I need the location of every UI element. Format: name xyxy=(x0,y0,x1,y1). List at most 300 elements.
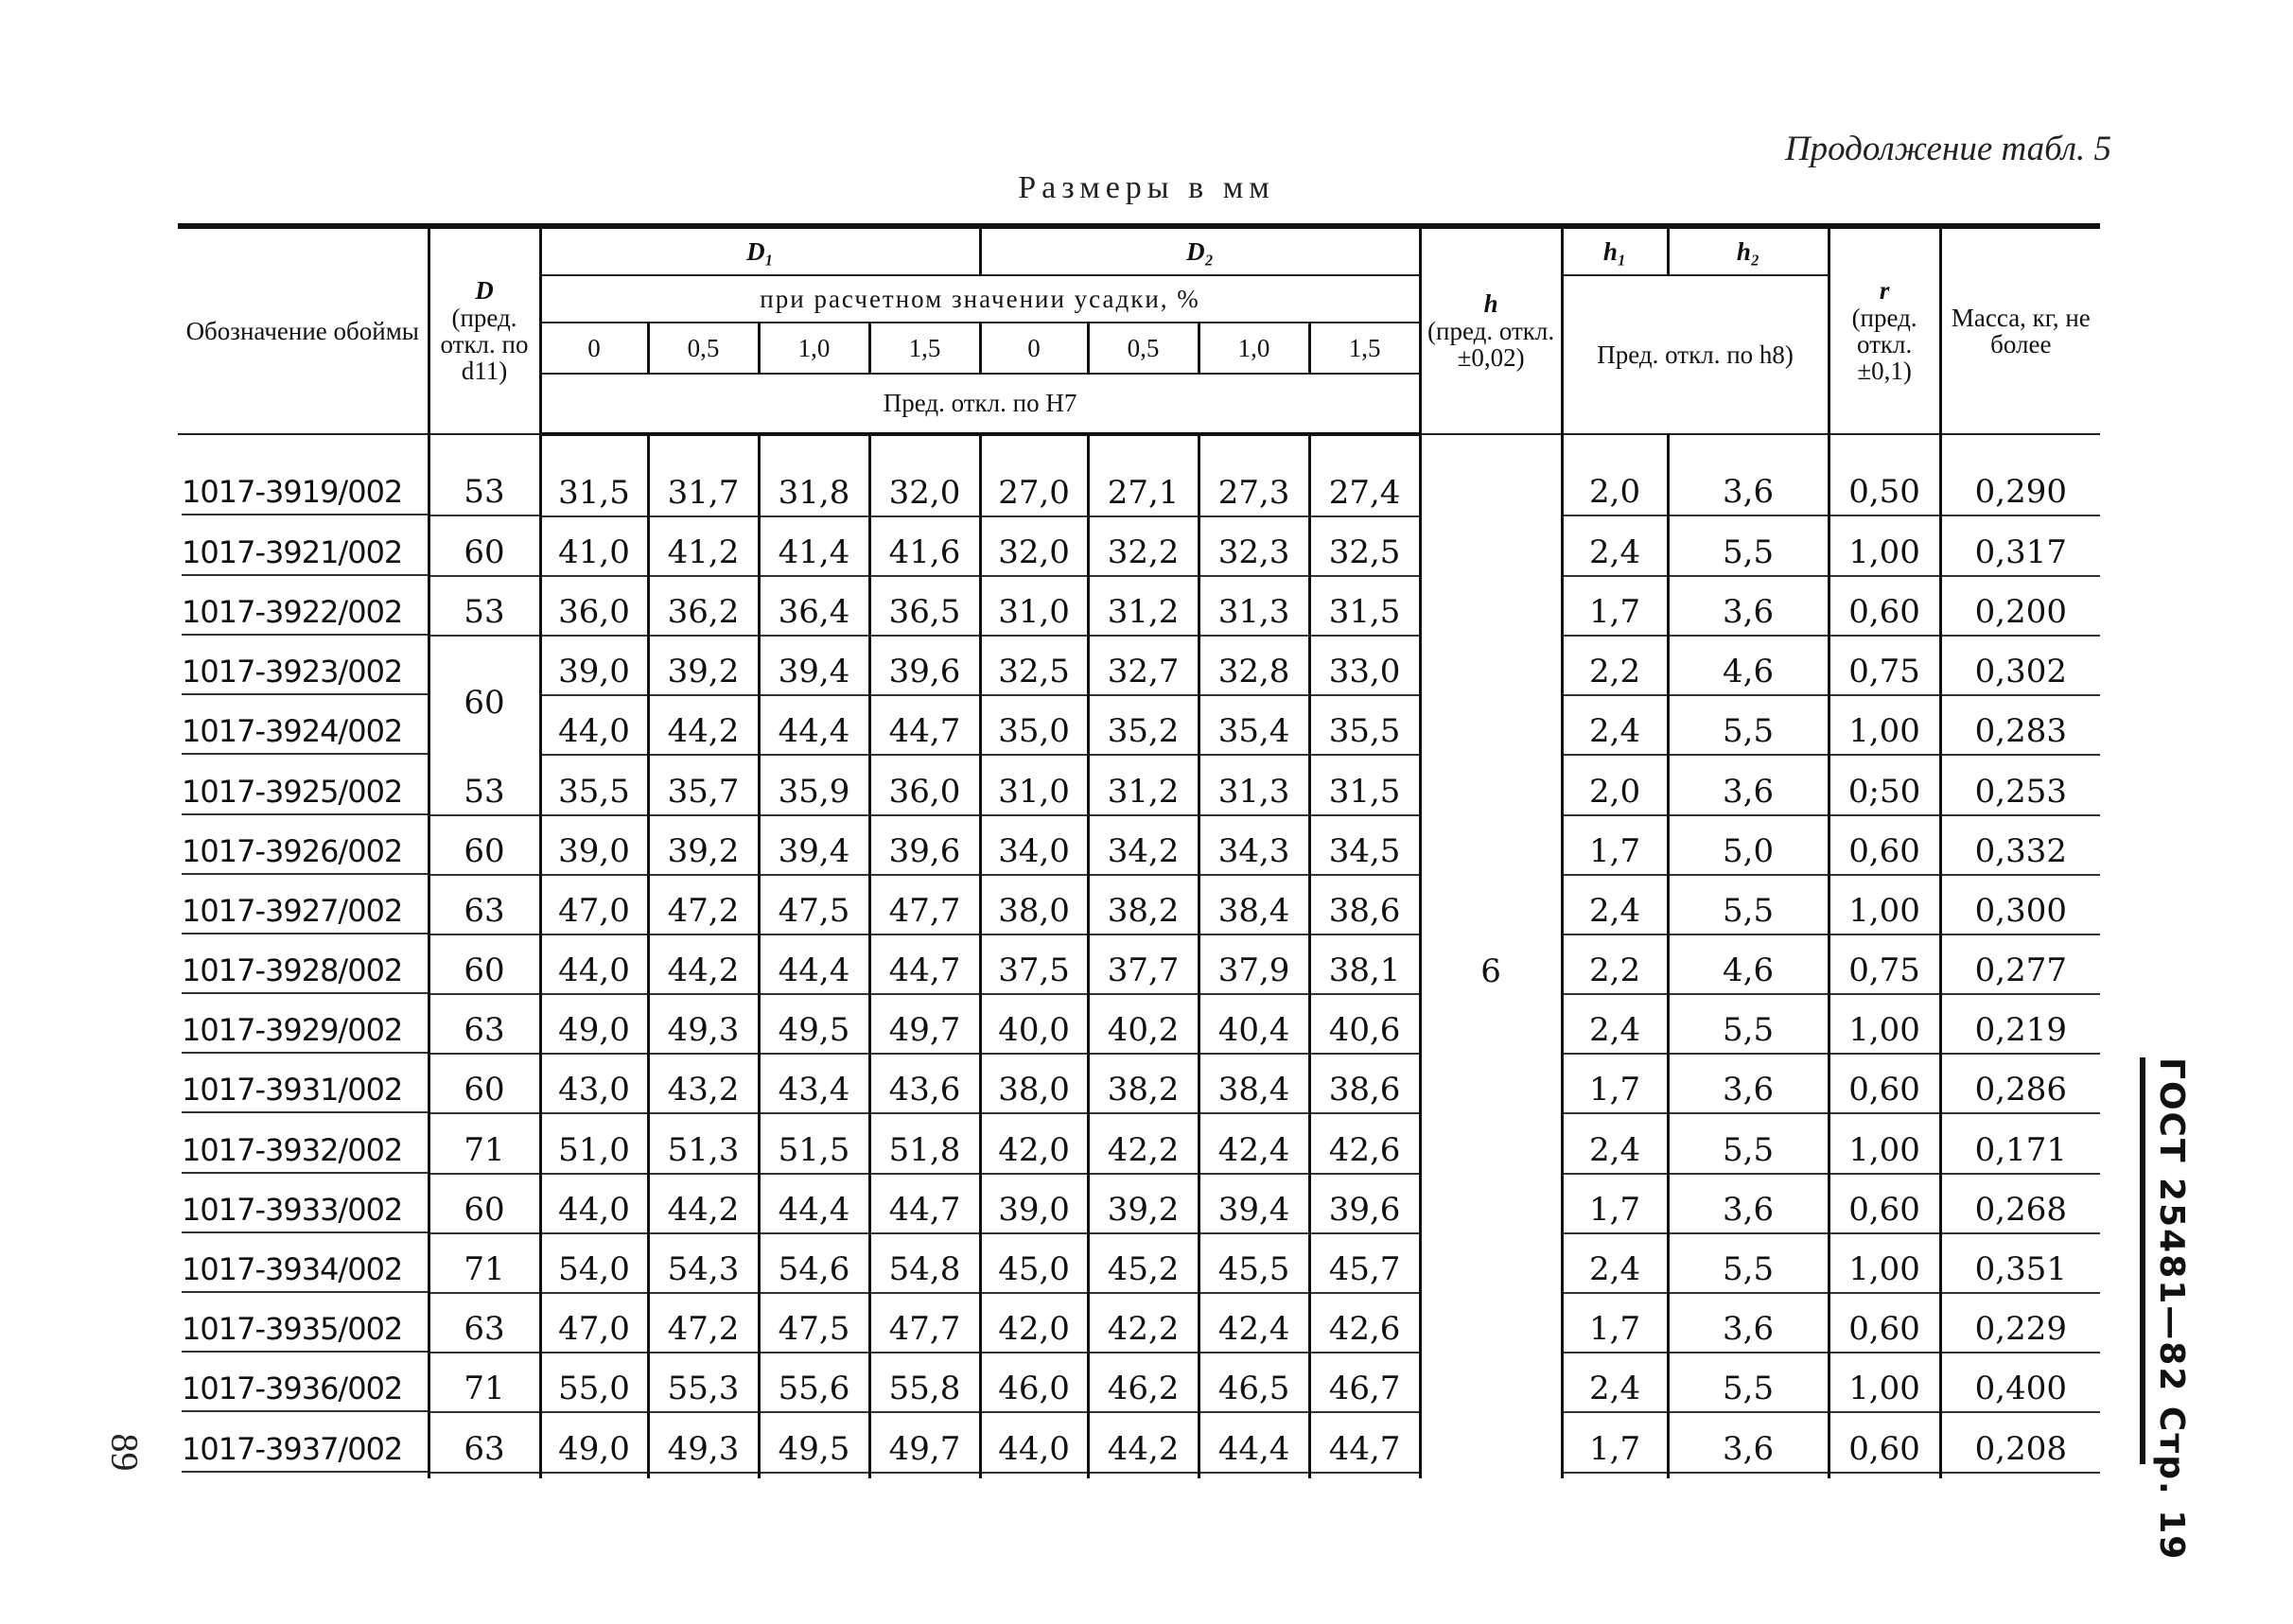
designation-cell-value: 1017-3926/002 xyxy=(182,828,428,875)
r-cell xyxy=(1829,941,1940,1001)
D2-cell-value: 33,0 xyxy=(1311,647,1419,696)
D1-cell-value: 54,8 xyxy=(871,1245,979,1294)
h1-cell-value: 2,4 xyxy=(1564,707,1667,756)
units-caption: Размеры в мм xyxy=(1018,170,1275,205)
D2-cell-value: 46,7 xyxy=(1311,1364,1419,1413)
mass-cell xyxy=(1940,522,2100,582)
D1-cell xyxy=(759,1179,869,1239)
header-designation: Обозначение обоймы xyxy=(178,226,429,434)
D1-cell-value: 41,6 xyxy=(871,528,979,577)
D1-cell xyxy=(869,881,980,940)
D2-cell-value: 38,4 xyxy=(1200,886,1308,935)
D1-cell xyxy=(869,1239,980,1299)
h2-cell-value: 3,6 xyxy=(1670,1185,1828,1234)
designation-cell-value: 1017-3925/002 xyxy=(182,768,428,815)
D1-cell-value: 47,7 xyxy=(871,1304,979,1353)
designation-cell-value: 1017-3921/002 xyxy=(182,529,428,576)
D2-cell xyxy=(1309,1060,1420,1120)
h2-cell-value: 5,5 xyxy=(1670,886,1828,935)
h2-cell-value: 3,6 xyxy=(1670,587,1828,637)
r-cell xyxy=(1829,434,1940,522)
r-cell xyxy=(1829,1179,1940,1239)
D2-cell-value: 38,2 xyxy=(1090,886,1198,935)
D2-cell-value: 27,1 xyxy=(1090,468,1198,517)
D1-cell-value: 39,6 xyxy=(871,827,979,876)
D2-cell xyxy=(1309,1001,1420,1060)
h1-cell-value: 2,2 xyxy=(1564,946,1667,995)
D-cell-value: 60 xyxy=(430,1185,539,1234)
D-cell xyxy=(429,1179,540,1239)
header-r-symbol: r xyxy=(1879,276,1890,306)
h2-cell xyxy=(1668,1179,1829,1239)
D2-cell-value: 38,0 xyxy=(982,1065,1087,1114)
D1-cell xyxy=(648,522,759,582)
D1-cell-value: 55,3 xyxy=(650,1364,758,1413)
D2-cell-value: 42,4 xyxy=(1200,1304,1308,1353)
D2-cell-value: 40,4 xyxy=(1200,1005,1308,1055)
D2-cell xyxy=(1088,881,1199,940)
D1-cell-value: 39,0 xyxy=(542,647,647,696)
r-cell-value: 1,00 xyxy=(1830,886,1939,935)
h1-cell xyxy=(1562,1359,1668,1419)
D1-cell-value: 44,2 xyxy=(650,1185,758,1234)
h1-cell xyxy=(1562,1120,1668,1179)
D1-cell xyxy=(759,941,869,1001)
D2-cell-value: 42,2 xyxy=(1090,1126,1198,1175)
D2-cell-value: 35,2 xyxy=(1090,707,1198,756)
D2-cell-value: 42,4 xyxy=(1200,1126,1308,1175)
D1-cell-value: 47,0 xyxy=(542,886,647,935)
D1-cell xyxy=(869,821,980,881)
header-shrink-value: 0,5 xyxy=(648,323,759,374)
h1-cell-value: 1,7 xyxy=(1564,1065,1667,1114)
D1-cell-value: 51,5 xyxy=(761,1126,868,1175)
D2-cell-value: 46,5 xyxy=(1200,1364,1308,1413)
D2-cell xyxy=(980,702,1088,761)
r-cell-value: 0,60 xyxy=(1830,1185,1939,1234)
D2-cell-value: 42,6 xyxy=(1311,1304,1419,1353)
r-cell-value: 1,00 xyxy=(1830,707,1939,756)
D2-cell xyxy=(1309,1419,1420,1478)
D2-cell xyxy=(1199,821,1309,881)
D2-cell xyxy=(1199,582,1309,641)
D1-cell-value: 47,2 xyxy=(650,886,758,935)
gost-side-label xyxy=(2140,1057,2191,1562)
D-cell-value: 53 xyxy=(430,767,539,816)
D2-cell-value: 44,0 xyxy=(982,1424,1087,1474)
D1-cell-value: 44,7 xyxy=(871,1185,979,1234)
dimensions-table xyxy=(178,223,2100,1478)
header-D xyxy=(429,226,540,434)
h2-cell xyxy=(1668,1359,1829,1419)
D2-cell xyxy=(1309,1120,1420,1179)
mass-cell xyxy=(1940,642,2100,702)
table-row xyxy=(178,1359,2100,1419)
designation-cell-value: 1017-3934/002 xyxy=(182,1246,428,1293)
h2-cell xyxy=(1668,582,1829,641)
D-cell-value: 60 xyxy=(430,946,539,995)
r-cell-value: 0,75 xyxy=(1830,946,1939,995)
D1-cell-value: 49,0 xyxy=(542,1005,647,1055)
D1-cell xyxy=(540,1001,648,1060)
designation-cell xyxy=(178,522,429,582)
D1-cell-value: 35,5 xyxy=(542,767,647,816)
D1-cell-value: 49,5 xyxy=(761,1424,868,1474)
header-shrink-value: 0 xyxy=(980,323,1088,374)
table-row xyxy=(178,642,2100,702)
designation-cell xyxy=(178,881,429,940)
D1-cell xyxy=(759,1239,869,1299)
D2-cell xyxy=(980,1359,1088,1419)
h2-cell xyxy=(1668,761,1829,821)
D2-cell xyxy=(1199,1239,1309,1299)
D1-cell xyxy=(869,434,980,522)
D1-cell xyxy=(648,582,759,641)
designation-cell-value: 1017-3929/002 xyxy=(182,1006,428,1054)
h-cell xyxy=(1420,434,1562,1478)
mass-cell xyxy=(1940,1359,2100,1419)
r-cell xyxy=(1829,1120,1940,1179)
D2-cell-value: 39,0 xyxy=(982,1185,1087,1234)
D-cell xyxy=(429,881,540,940)
table-row xyxy=(178,1300,2100,1359)
D1-cell-value: 44,4 xyxy=(761,1185,868,1234)
D2-cell xyxy=(980,582,1088,641)
header-h7-tolerance: Пред. откл. по H7 xyxy=(540,374,1420,434)
header-shrink-value: 1,5 xyxy=(1309,323,1420,374)
designation-cell xyxy=(178,1419,429,1478)
h2-cell-value: 5,5 xyxy=(1670,1245,1828,1294)
designation-cell xyxy=(178,1060,429,1120)
h1-cell xyxy=(1562,522,1668,582)
r-cell-value: 1,00 xyxy=(1830,1245,1939,1294)
D1-cell xyxy=(540,1179,648,1239)
D2-cell xyxy=(1309,1300,1420,1359)
D2-cell-value: 44,4 xyxy=(1200,1424,1308,1474)
mass-cell xyxy=(1940,1419,2100,1478)
D1-cell xyxy=(759,1419,869,1478)
h1-cell-value: 2,0 xyxy=(1564,467,1667,516)
D2-cell-value: 31,3 xyxy=(1200,767,1308,816)
D2-cell xyxy=(1088,1001,1199,1060)
D2-cell-value: 42,0 xyxy=(982,1304,1087,1353)
D-cell xyxy=(429,1359,540,1419)
mass-cell-value: 0,253 xyxy=(1942,767,2101,816)
h1-cell xyxy=(1562,1001,1668,1060)
h2-cell-value: 5,0 xyxy=(1670,827,1828,876)
D2-cell xyxy=(980,522,1088,582)
D1-cell-value: 41,0 xyxy=(542,528,647,577)
D1-cell xyxy=(540,702,648,761)
D1-cell-value: 54,6 xyxy=(761,1245,868,1294)
D1-cell-value: 54,0 xyxy=(542,1245,647,1294)
designation-cell xyxy=(178,1179,429,1239)
h1-cell xyxy=(1562,821,1668,881)
designation-cell xyxy=(178,821,429,881)
mass-cell-value: 0,229 xyxy=(1942,1304,2101,1353)
D2-cell xyxy=(1309,761,1420,821)
D1-cell xyxy=(540,434,648,522)
D1-cell xyxy=(540,642,648,702)
h1-cell-value: 1,7 xyxy=(1564,1304,1667,1353)
D2-cell xyxy=(1309,582,1420,641)
D1-cell xyxy=(648,941,759,1001)
D1-cell xyxy=(540,1359,648,1419)
D-cell xyxy=(429,941,540,1001)
D1-cell xyxy=(540,821,648,881)
D-cell-value: 60 xyxy=(430,528,539,577)
h2-cell-value: 3,6 xyxy=(1670,1304,1828,1353)
D2-cell xyxy=(1199,702,1309,761)
mass-cell xyxy=(1940,881,2100,940)
D2-cell xyxy=(980,642,1088,702)
D2-cell xyxy=(1309,941,1420,1001)
D1-cell-value: 43,2 xyxy=(650,1065,758,1114)
D2-cell-value: 44,2 xyxy=(1090,1424,1198,1474)
header-shrink-value: 1,5 xyxy=(869,323,980,374)
mass-cell-value: 0,200 xyxy=(1942,587,2101,637)
table-row xyxy=(178,582,2100,641)
h1-cell xyxy=(1562,642,1668,702)
D1-cell-value: 49,5 xyxy=(761,1005,868,1055)
D-cell xyxy=(429,761,540,821)
D2-cell xyxy=(1088,434,1199,522)
D2-cell xyxy=(1309,702,1420,761)
r-cell xyxy=(1829,1300,1940,1359)
D-cell xyxy=(429,434,540,522)
D2-cell xyxy=(980,761,1088,821)
mass-cell-value: 0,268 xyxy=(1942,1185,2101,1234)
mass-cell-value: 0,290 xyxy=(1942,467,2101,516)
D1-cell-value: 39,4 xyxy=(761,827,868,876)
D2-cell xyxy=(1199,941,1309,1001)
D1-cell xyxy=(759,1060,869,1120)
r-cell xyxy=(1829,761,1940,821)
h1-cell-value: 1,7 xyxy=(1564,1424,1667,1474)
D2-cell-value: 39,2 xyxy=(1090,1185,1198,1234)
designation-cell-value: 1017-3924/002 xyxy=(182,707,428,755)
D1-cell xyxy=(540,881,648,940)
D1-cell xyxy=(869,582,980,641)
r-cell-value: 1,00 xyxy=(1830,1364,1939,1413)
r-cell xyxy=(1829,1239,1940,1299)
D1-cell xyxy=(648,1359,759,1419)
D1-cell xyxy=(759,821,869,881)
D2-cell xyxy=(980,941,1088,1001)
D1-cell xyxy=(540,941,648,1001)
D1-cell xyxy=(869,1359,980,1419)
D2-cell xyxy=(1088,522,1199,582)
h1-cell xyxy=(1562,1239,1668,1299)
D1-cell xyxy=(648,1120,759,1179)
D1-cell xyxy=(648,1239,759,1299)
D2-cell xyxy=(1088,1359,1199,1419)
D1-cell-value: 36,0 xyxy=(542,587,647,637)
designation-cell xyxy=(178,582,429,641)
D2-cell-value: 46,2 xyxy=(1090,1364,1198,1413)
D-cell xyxy=(429,821,540,881)
r-cell-value: 0,75 xyxy=(1830,647,1939,696)
D1-cell xyxy=(648,881,759,940)
h2-cell-value: 3,6 xyxy=(1670,467,1828,516)
D-cell-value: 63 xyxy=(430,1304,539,1353)
D2-cell xyxy=(980,1179,1088,1239)
D1-cell-value: 43,4 xyxy=(761,1065,868,1114)
D2-cell-value: 31,5 xyxy=(1311,767,1419,816)
D1-cell xyxy=(869,1060,980,1120)
D1-cell xyxy=(869,1300,980,1359)
D2-cell xyxy=(1199,522,1309,582)
D2-cell xyxy=(1309,522,1420,582)
h1-cell xyxy=(1562,1179,1668,1239)
D2-cell xyxy=(1309,1359,1420,1419)
D1-cell-value: 44,7 xyxy=(871,946,979,995)
table-row xyxy=(178,821,2100,881)
D1-cell-value: 43,6 xyxy=(871,1065,979,1114)
table-row xyxy=(178,941,2100,1001)
D2-cell-value: 45,7 xyxy=(1311,1245,1419,1294)
r-cell-value: 1,00 xyxy=(1830,528,1939,577)
D2-cell-value: 45,2 xyxy=(1090,1245,1198,1294)
designation-cell-value: 1017-3923/002 xyxy=(182,648,428,695)
D2-cell xyxy=(1088,1419,1199,1478)
D1-cell-value: 49,3 xyxy=(650,1005,758,1055)
h2-cell xyxy=(1668,1239,1829,1299)
D1-cell-value: 49,0 xyxy=(542,1424,647,1474)
header-h2: h₂ xyxy=(1668,226,1829,275)
D2-cell-value: 37,7 xyxy=(1090,946,1198,995)
D1-cell-value: 44,7 xyxy=(871,707,979,756)
D1-cell xyxy=(869,522,980,582)
D1-cell-value: 35,7 xyxy=(650,767,758,816)
table-row xyxy=(178,522,2100,582)
r-cell-value: 0;50 xyxy=(1830,767,1939,816)
D2-cell xyxy=(980,1300,1088,1359)
D-cell-value: 71 xyxy=(430,1364,539,1413)
table-row xyxy=(178,1179,2100,1239)
D1-cell xyxy=(648,702,759,761)
table-row xyxy=(178,1001,2100,1060)
mass-cell xyxy=(1940,941,2100,1001)
h1-cell-value: 1,7 xyxy=(1564,827,1667,876)
D1-cell-value: 47,5 xyxy=(761,1304,868,1353)
h1-cell-value: 2,4 xyxy=(1564,1245,1667,1294)
D2-cell xyxy=(1309,1239,1420,1299)
D1-cell xyxy=(759,1359,869,1419)
h2-cell xyxy=(1668,1060,1829,1120)
table-header xyxy=(178,226,2100,434)
D-cell-value: 71 xyxy=(430,1126,539,1175)
D2-cell-value: 38,6 xyxy=(1311,1065,1419,1114)
D1-cell-value: 35,9 xyxy=(761,767,868,816)
D1-cell xyxy=(759,1120,869,1179)
D2-cell-value: 32,3 xyxy=(1200,528,1308,577)
h2-cell-value: 5,5 xyxy=(1670,528,1828,577)
header-shrink-value: 1,0 xyxy=(759,323,869,374)
gost-side-text: ГОСТ 25481—82 Стр. 19 xyxy=(2152,1057,2191,1562)
D2-cell xyxy=(980,1239,1088,1299)
h2-cell xyxy=(1668,1001,1829,1060)
D2-cell xyxy=(1199,1419,1309,1478)
D1-cell xyxy=(648,821,759,881)
r-cell-value: 0,60 xyxy=(1830,1424,1939,1474)
table-row xyxy=(178,1419,2100,1478)
D1-cell xyxy=(540,1060,648,1120)
D2-cell xyxy=(1309,881,1420,940)
r-cell xyxy=(1829,522,1940,582)
D1-cell-value: 39,2 xyxy=(650,647,758,696)
D1-cell xyxy=(759,881,869,940)
designation-cell-value: 1017-3936/002 xyxy=(182,1365,428,1412)
h2-cell-value: 3,6 xyxy=(1670,767,1828,816)
h1-cell-value: 1,7 xyxy=(1564,587,1667,637)
r-cell xyxy=(1829,1060,1940,1120)
D2-cell xyxy=(1199,1359,1309,1419)
D1-cell xyxy=(648,434,759,522)
D1-cell xyxy=(540,1300,648,1359)
designation-cell-value: 1017-3922/002 xyxy=(182,588,428,636)
designation-cell xyxy=(178,1300,429,1359)
D1-cell-value: 54,3 xyxy=(650,1245,758,1294)
D2-cell xyxy=(1199,1120,1309,1179)
h2-cell-value: 3,6 xyxy=(1670,1424,1828,1474)
h1-cell-value: 2,4 xyxy=(1564,886,1667,935)
D-cell-value: 53 xyxy=(430,587,539,637)
designation-cell-value: 1017-3932/002 xyxy=(182,1126,428,1174)
D1-cell-value: 31,8 xyxy=(761,468,868,517)
D2-cell-value: 32,8 xyxy=(1200,647,1308,696)
D-cell-value: 63 xyxy=(430,886,539,935)
D2-cell-value: 27,0 xyxy=(982,468,1087,517)
D2-cell xyxy=(1199,761,1309,821)
designation-cell xyxy=(178,941,429,1001)
D2-cell-value: 31,0 xyxy=(982,587,1087,637)
designation-cell-value: 1017-3933/002 xyxy=(182,1186,428,1233)
D2-cell-value: 44,7 xyxy=(1311,1424,1419,1474)
designation-cell-value: 1017-3928/002 xyxy=(182,947,428,994)
D2-cell-value: 39,6 xyxy=(1311,1185,1419,1234)
D-cell xyxy=(429,1120,540,1179)
h2-cell xyxy=(1668,1419,1829,1478)
D1-cell-value: 44,2 xyxy=(650,707,758,756)
h2-cell-value: 4,6 xyxy=(1670,946,1828,995)
D1-cell-value: 36,2 xyxy=(650,587,758,637)
D1-cell xyxy=(869,702,980,761)
table-row xyxy=(178,881,2100,940)
D1-cell xyxy=(648,1060,759,1120)
designation-cell xyxy=(178,761,429,821)
D2-cell xyxy=(1309,1179,1420,1239)
D2-cell xyxy=(1088,1239,1199,1299)
h2-cell-value: 5,5 xyxy=(1670,1364,1828,1413)
header-mass: Масса, кг, не более xyxy=(1940,226,2100,434)
h-cell-value: 6 xyxy=(1480,952,1501,990)
D2-cell-value: 31,2 xyxy=(1090,767,1198,816)
D1-cell-value: 47,0 xyxy=(542,1304,647,1353)
D2-cell-value: 42,2 xyxy=(1090,1304,1198,1353)
D-cell-value: 60 xyxy=(464,683,505,722)
mass-cell xyxy=(1940,1300,2100,1359)
table-body xyxy=(178,434,2100,1478)
D2-cell xyxy=(980,881,1088,940)
D2-cell xyxy=(1088,582,1199,641)
header-h xyxy=(1420,226,1562,434)
mass-cell xyxy=(1940,702,2100,761)
D2-cell-value: 35,5 xyxy=(1311,707,1419,756)
D2-cell-value: 40,0 xyxy=(982,1005,1087,1055)
mass-cell-value: 0,332 xyxy=(1942,827,2101,876)
D2-cell-value: 45,5 xyxy=(1200,1245,1308,1294)
